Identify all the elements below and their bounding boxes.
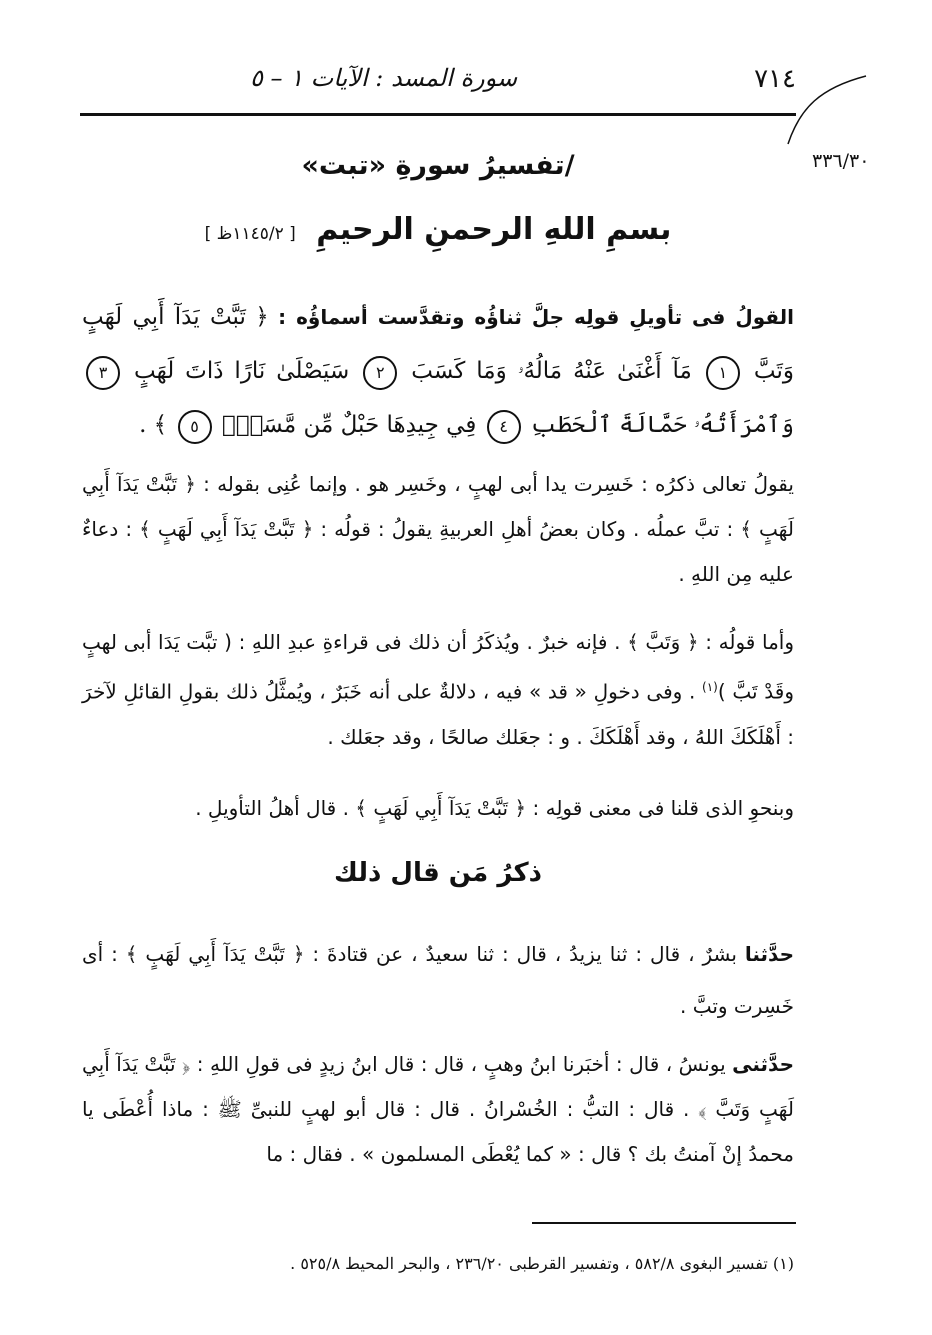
paragraph-2-part-b: . وفى دخولِ « قد » فيه ، دلالةٌ على أنه خَبَرٌ ، ويُمثَّلُ ذلك بقولِ القائلِ لآخرَ : أَهْلَكَكَ اللهُ ، وقد أَهْلَكَكَ . و : جعَلك صالحًا ، وقد جعَلك . — [82, 679, 794, 749]
ayah-1: تَبَّتْ يَدَآ أَبِي لَهَبٍ وَتَبَّ — [82, 304, 794, 384]
ayah-marker-3: ٣ — [86, 356, 120, 390]
ayah-marker-2: ٢ — [363, 356, 397, 390]
commentary-paragraph-1: يقولُ تعالى ذكرُه : خَسِرت يدا أبى لهبٍ ، وخَسِر هو . وإنما عُنِى بقوله : ﴿ تَبَّتْ يَدَآ أَبِي لَهَبٍ ﴾ : تبَّ عملُه . وكان بعضُ أهلِ العربيةِ يقولُ : قولُه : ﴿ تَبَّتْ يَدَآ أَبِي لَهَبٍ ﴾ : دعاءٌ عليه مِن اللهِ . — [82, 472, 794, 586]
verses-intro: القولُ فى تأويلِ قولِه جلَّ ثناؤُه وتقدَّست أسماؤُه : — [278, 305, 795, 329]
footnote-reference[interactable]: (١) — [702, 680, 718, 694]
narration-lead-2: حدَّثنى — [732, 1052, 794, 1076]
ayah-5: فِي جِيدِهَا حَبْلٌ مِّن مَّسَدٍۭ — [221, 412, 477, 438]
section-heading: ذكرُ مَن قال ذلك — [334, 858, 542, 888]
running-title: سورة المسد : الآيات ١ – ٥ — [250, 64, 518, 92]
surah-heading: /تفسيرُ سورةِ «تبت» — [301, 150, 575, 181]
footnote: (١) تفسير البغوى ٥٨٢/٨ ، وتفسير القرطبى ٢٣٦/٢٠ ، والبحر المحيط ٥٢٥/٨ . — [290, 1254, 794, 1273]
ayah-2: مَآ أَغْنَىٰ عَنْهُ مَالُهُۥ وَمَا كَسَبَ — [411, 358, 692, 384]
footnote-rule — [532, 1222, 796, 1224]
commentary-paragraph-2 — [82, 620, 794, 760]
page-number: ٧١٤ — [754, 64, 796, 94]
ayah-marker-5: ٥ — [178, 410, 212, 444]
ayah-marker-4: ٤ — [487, 410, 521, 444]
ayah-marker-1: ١ — [706, 356, 740, 390]
ayah-3: سَيَصْلَىٰ نَارًا ذَاتَ لَهَبٍ — [134, 358, 350, 384]
narration-lead-1: حدَّثنا — [744, 942, 794, 966]
margin-note: ٣٣٦/٣٠ — [812, 150, 870, 172]
margin-pointer-line — [780, 68, 870, 148]
narration-paragraph-1 — [82, 928, 794, 1032]
basmala-text: بسمِ اللهِ الرحمنِ الرحيمِ — [316, 212, 672, 247]
quran-verses-paragraph — [82, 290, 794, 452]
quran-open-bracket: ﴿ — [255, 304, 269, 330]
ayah-4: وَٱمْرَأَتُهُۥ حَمَّالَةَ ٱلْحَطَبِ — [531, 412, 794, 438]
commentary-paragraph-3: وبنحوِ الذى قلنا فى معنى قولِه : ﴿ تَبَّتْ يَدَآ أَبِي لَهَبٍ ﴾ . قال أهلُ التأويلِ . — [195, 796, 794, 820]
header-rule — [80, 113, 796, 116]
page-header — [80, 58, 796, 102]
quran-close-bracket: ﴾ . — [139, 412, 168, 438]
paragraph-2-part-a: وأما قولُه : ﴿ وَتَبَّ ﴾ . فإنه خبرٌ . ويُذكَرُ أن ذلك فى قراءةِ عبدِ اللهِ : ( تبَّت يَدَا أبى لهبٍ وقَدْ تَبَّ ) — [82, 630, 794, 704]
narration-paragraph-2 — [82, 1042, 794, 1177]
manuscript-reference: [ ١١٤٥/٢ظ ] — [204, 224, 296, 244]
basmala-heading — [80, 212, 796, 247]
narration-text-2: يونسُ ، قال : أخبَرنا ابنُ وهبٍ ، قال : قال ابنُ زيدٍ فى قولِ اللهِ : ﴿ تَبَّتْ يَدَآ أَبِي لَهَبٍ وَتَبَّ ﴾ . قال : التبُّ : الخُسْرانُ . قال : قال أبو لهبٍ للنبىِّ ﷺ : ماذا أُعْطَى يا محمدُ إنْ آمنتُ بك ؟ قال : « كما يُعْطَى المسلمون » . فقال : ما — [82, 1052, 794, 1166]
narration-text-1: بشرٌ ، قال : ثنا يزيدُ ، قال : ثنا سعيدٌ ، عن قتادةَ : ﴿ تَبَّتْ يَدَآ أَبِي لَهَبٍ ﴾ : أى خَسِرت وتبَّ . — [82, 942, 794, 1018]
